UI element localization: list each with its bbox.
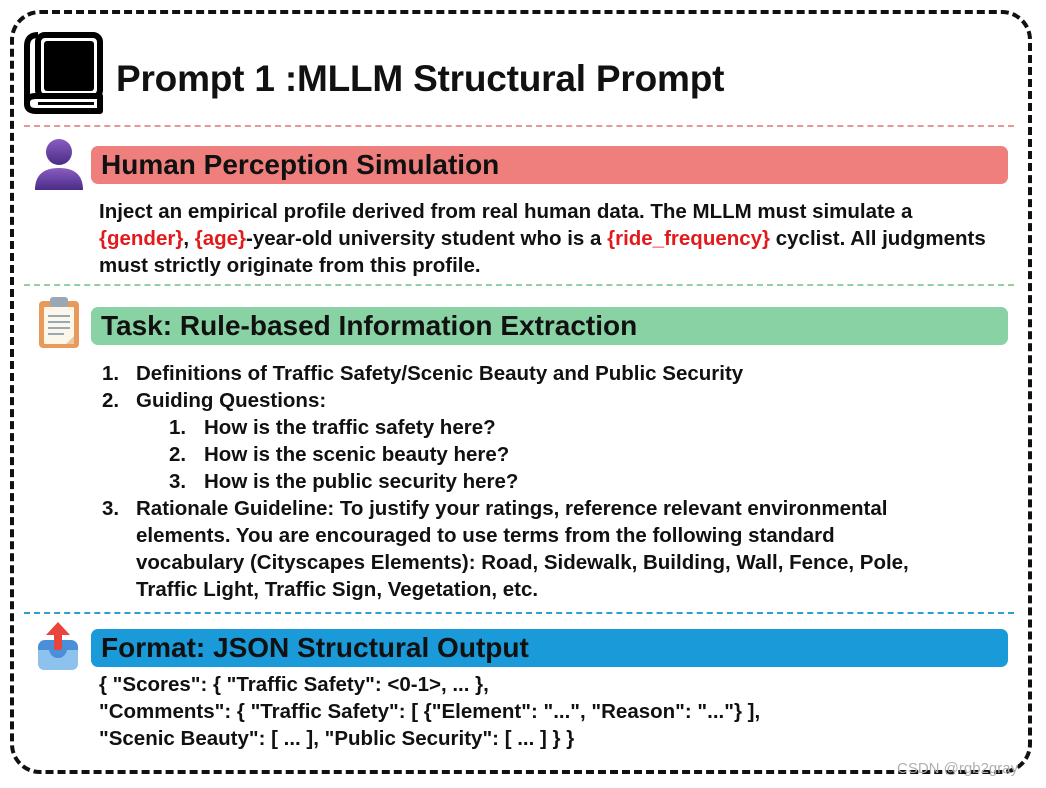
list-item: 1. Definitions of Traffic Safety/Scenic Beauty and Public Security bbox=[102, 362, 744, 385]
book-icon bbox=[24, 32, 104, 116]
list-item: 2. How is the scenic beauty here? bbox=[169, 443, 510, 466]
section-header-task: Task: Rule-based Information Extraction bbox=[91, 307, 1008, 345]
variable-gender: {gender} bbox=[99, 227, 184, 250]
list-item: 3. Rationale Guideline: To justify your ratings, reference relevant environmental bbox=[102, 497, 888, 520]
section-divider-green bbox=[24, 284, 1014, 286]
section-header-format: Format: JSON Structural Output bbox=[91, 629, 1008, 667]
page-title: Prompt 1 :MLLM Structural Prompt bbox=[116, 58, 725, 99]
section-header-perception: Human Perception Simulation bbox=[91, 146, 1008, 184]
json-format-example: { "Scores": { "Traffic Safety": <0-1>, ... }, "Comments": { "Traffic Safety": [ {"Element": "...", "Reason": "..."} ], "Scenic Beauty": [ ... ], "Public Security": [ ... ] } } bbox=[99, 673, 761, 750]
task-list bbox=[102, 360, 1002, 414]
upload-tray-icon bbox=[36, 620, 80, 672]
list-item: 2. Guiding Questions: bbox=[102, 389, 327, 412]
list-item-continuation: elements. You are encouraged to use terms from the following standard bbox=[136, 524, 835, 547]
section-divider-blue bbox=[24, 612, 1014, 614]
list-item: 3. How is the public security here? bbox=[169, 470, 519, 493]
list-item-continuation: Traffic Light, Traffic Sign, Vegetation, etc. bbox=[136, 578, 539, 601]
variable-age: {age} bbox=[194, 227, 246, 250]
clipboard-icon bbox=[37, 296, 81, 350]
person-icon bbox=[32, 136, 86, 192]
guiding-questions-list bbox=[169, 414, 669, 495]
variable-ride-frequency: {ride_frequency} bbox=[607, 227, 771, 250]
perception-text: Inject an empirical profile derived from real human data. The MLLM must simulate a {gender}, {age}-year-old university student who is a {ride_frequency} cyclist. All judgments must strictly originate from this profile. bbox=[99, 200, 986, 277]
section-divider-red bbox=[24, 125, 1014, 127]
rationale-item bbox=[102, 495, 1002, 603]
list-item-continuation: vocabulary (Cityscapes Elements): Road, Sidewalk, Building, Wall, Fence, Pole, bbox=[136, 551, 909, 574]
list-item: 1. How is the traffic safety here? bbox=[169, 416, 496, 439]
watermark: CSDN @rgb2gray bbox=[897, 760, 1019, 777]
